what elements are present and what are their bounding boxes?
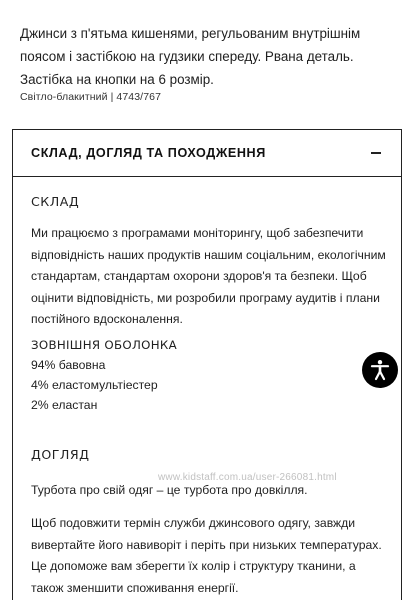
care-line-1: Турбота про свій одяг – це турбота про довкілля.: [31, 483, 308, 497]
material-item: 94% бавовна: [31, 358, 106, 372]
accessibility-button[interactable]: [362, 352, 398, 388]
product-color-reference: Світло-блакитний | 4743/767: [20, 91, 162, 103]
minus-icon[interactable]: [371, 152, 381, 154]
accessibility-icon: [368, 358, 392, 382]
composition-heading: СКЛАД: [31, 194, 80, 209]
accordion-title: СКЛАД, ДОГЛЯД ТА ПОХОДЖЕННЯ: [31, 146, 266, 160]
accordion-header[interactable]: [13, 130, 401, 177]
composition-care-accordion: [12, 129, 402, 600]
material-item: 4% еластомультіестер: [31, 378, 158, 392]
care-heading: ДОГЛЯД: [31, 447, 90, 462]
watermark: www.kidstaff.com.ua/user-266081.html: [158, 472, 337, 483]
product-description: Джинси з п'ятьма кишенями, регульованим внутрішнім поясом і застібкою на гудзики спереду. Рвана деталь. Застібка на кнопки на 6 розмір.: [20, 26, 361, 87]
composition-intro: Ми працюємо з програмами моніторингу, щоб забезпечити відповідність наших продуктів нашим соціальним, екологічним стандартам, стандартам охорони здоров'я та безпеки. Щоб оцінити відповідність, ми розробили програму аудитів і плани постійного вдосконалення.: [31, 226, 386, 326]
outer-shell-heading: ЗОВНІШНЯ ОБОЛОНКА: [31, 338, 177, 352]
material-item: 2% еластан: [31, 398, 98, 412]
care-line-2: Щоб подовжити термін служби джинсового одягу, завжди вивертайте його навиворіт і періть при низьких температурах. Це допоможе вам зберегти їх колір і структуру тканини, а також зменшити споживання енергії.: [31, 516, 382, 595]
